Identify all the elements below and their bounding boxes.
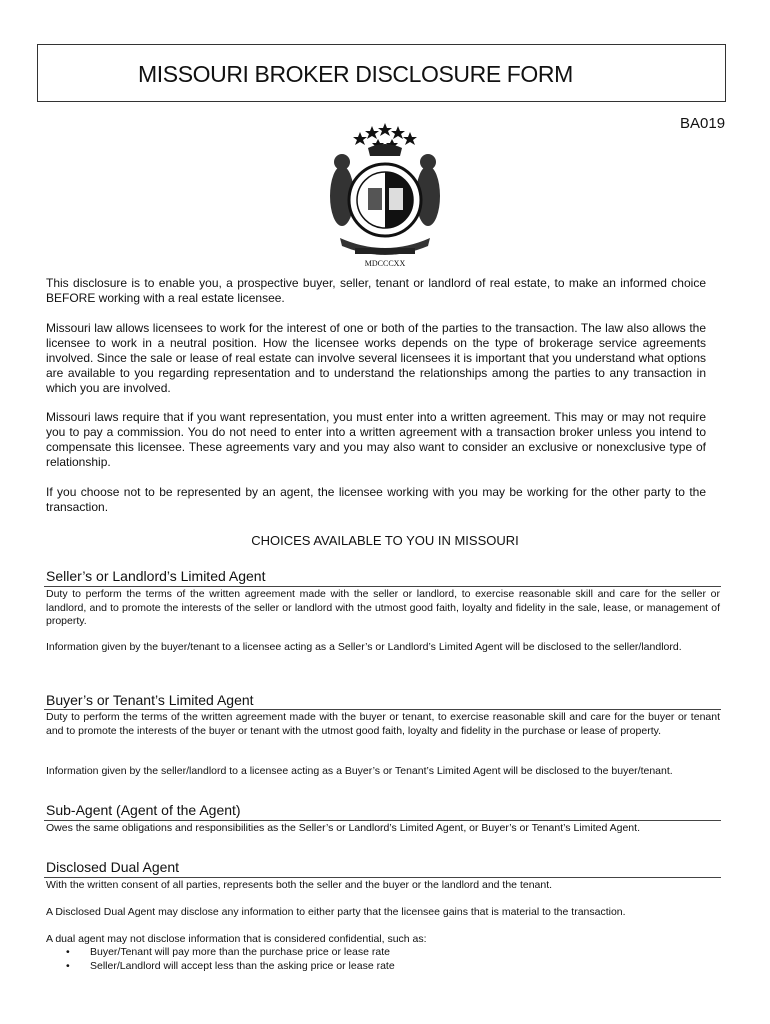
seal-year: MDCCCXX bbox=[364, 259, 406, 268]
buyer-agent-duty: Duty to perform the terms of the written agreement made with the buyer or tenant, to exercise reasonable skill and care for the buyer or tenant and to promote the interests of the buyer or tenant with the utmost good faith, loyalty and fidelity in the purchase or lease of property. bbox=[46, 711, 720, 737]
seller-agent-info: Information given by the buyer/tenant to a licensee acting as a Seller’s or Landlord’s Limited Agent will be disclosed to the seller/landlord. bbox=[46, 641, 682, 653]
intro-paragraph-3: Missouri laws require that if you want representation, you must enter into a written agreement. This may or may not require you to pay a commission. You do not need to enter into a written agreement with a transaction broker unless you intend to compensate this licensee. These agreements vary and you may also want to consider an exclusive or nonexclusive type of relationship. bbox=[46, 410, 706, 469]
intro-paragraph-2: Missouri law allows licensees to work for the interest of one or both of the parties to the transaction. The law also allows the licensee to work in a neutral position. How the licensee works depends on the type of brokerage service agreements involved. Since the sale or lease of real estate can involve several licensees it is important that you understand what options are available to you regarding representation and to understand the relationships among the parties to any transaction in which you are involved. bbox=[46, 321, 706, 395]
form-code: BA019 bbox=[680, 115, 726, 132]
divider bbox=[44, 820, 721, 821]
choices-heading: CHOICES AVAILABLE TO YOU IN MISSOURI bbox=[251, 533, 519, 548]
divider bbox=[44, 709, 721, 710]
missouri-state-seal-icon bbox=[310, 118, 460, 268]
form-title: MISSOURI BROKER DISCLOSURE FORM bbox=[138, 61, 573, 87]
dual-agent-text-2: A Disclosed Dual Agent may disclose any information to either party that the licensee gains that is material to the transaction. bbox=[46, 906, 626, 918]
seller-agent-title: Seller’s or Landlord’s Limited Agent bbox=[46, 568, 266, 584]
intro-paragraph-1: This disclosure is to enable you, a prospective buyer, seller, tenant or landlord of real estate, to make an informed choice BEFORE working with a real estate licensee. bbox=[46, 276, 706, 305]
dual-agent-title: Disclosed Dual Agent bbox=[46, 859, 180, 875]
list-item: • Seller/Landlord will accept less than the asking price or lease rate bbox=[46, 960, 395, 974]
divider bbox=[44, 877, 721, 878]
dual-agent-text-1: With the written consent of all parties, represents both the seller and the buyer or the landlord and the tenant. bbox=[46, 879, 553, 891]
buyer-agent-title: Buyer’s or Tenant’s Limited Agent bbox=[46, 692, 254, 708]
sub-agent-title: Sub-Agent (Agent of the Agent) bbox=[46, 802, 241, 818]
title-box bbox=[37, 44, 726, 102]
dual-agent-text-3: A dual agent may not disclose information that is considered confidential, such as: bbox=[46, 933, 427, 945]
list-item: • Buyer/Tenant will pay more than the purchase price or lease rate bbox=[46, 946, 395, 960]
sub-agent-text: Owes the same obligations and responsibilities as the Seller’s or Landlord’s Limited Agent, or Buyer’s or Tenant’s Limited Agent. bbox=[46, 822, 640, 834]
divider bbox=[44, 586, 721, 587]
intro-paragraph-4: If you choose not to be represented by an agent, the licensee working with you may be working for the other party to the transaction. bbox=[46, 485, 706, 514]
confidential-list bbox=[46, 946, 395, 973]
seller-agent-duty: Duty to perform the terms of the written agreement made with the seller or landlord, to exercise reasonable skill and care for the seller or landlord, and to promote the interests of the seller or landlord with the utmost good faith, loyalty and fidelity in the sale, lease, or management of property. bbox=[46, 588, 720, 627]
buyer-agent-info: Information given by the seller/landlord to a licensee acting as a Buyer’s or Tenant’s Limited Agent will be disclosed to the buyer/tenant. bbox=[46, 765, 673, 777]
